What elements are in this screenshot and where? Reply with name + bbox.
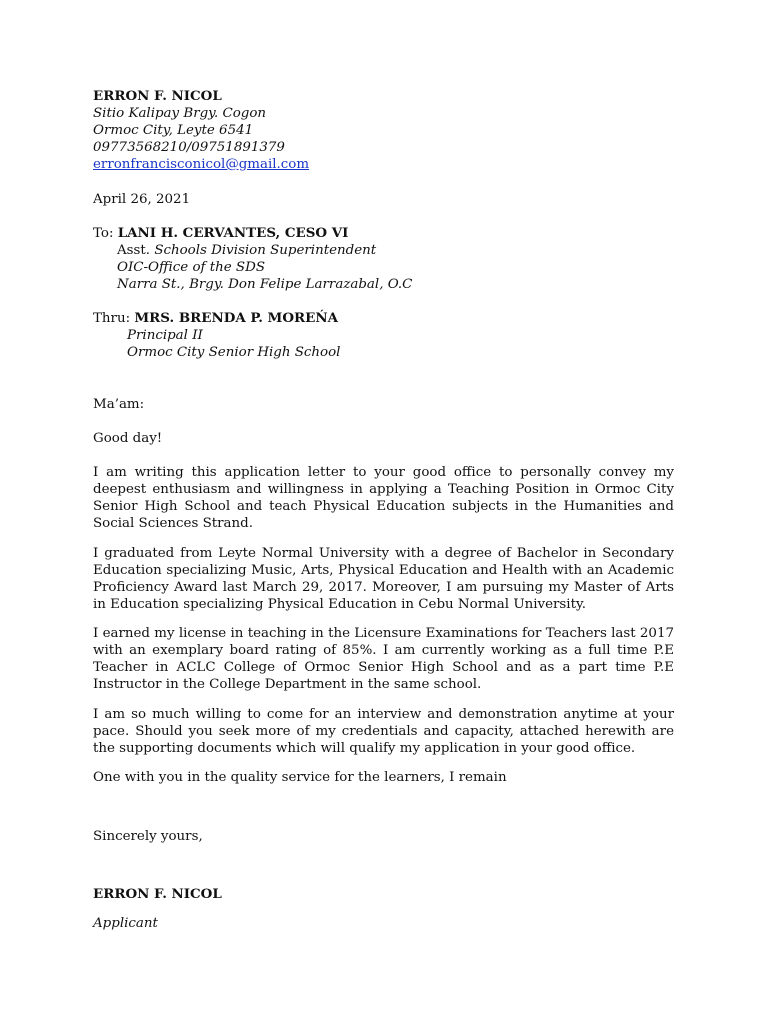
body-paragraph-4: I am so much willing to come for an interview and demonstration anytime at your pace. Should you seek more of my credentials and capacity, attached herewith are the supporting documents which will qualify my application in your good office. [93, 707, 674, 756]
recipient-name: LANI H. CERVANTES, CESO VI [117, 225, 349, 241]
greeting: Good day! [93, 431, 163, 446]
closing: Sincerely yours, [93, 829, 203, 844]
thru-school: Ormoc City Senior High School [127, 345, 341, 360]
recipient-block [93, 225, 674, 293]
sender-address-line1: Sitio Kalipay Brgy. Cogon [93, 106, 267, 121]
sender-address-line2: Ormoc City, Leyte 6541 [93, 123, 254, 138]
recipient-line [93, 225, 674, 242]
signature-role: Applicant [93, 916, 158, 931]
body-paragraph-1: I am writing this application letter to your good office to personally convey my deepest enthusiasm and willingness in applying a Teaching Position in Ormoc City Senior High School and teach Physical Education subjects in the Humanities and Social Sciences Strand. [93, 465, 674, 531]
salutation: Ma’am: [93, 397, 145, 412]
sender-block [93, 88, 674, 173]
body-paragraph-3: I earned my license in teaching in the Licensure Examinations for Teachers last 2017 with an exemplary board rating of 85%. I am currently working as a full time P.E Teacher in ACLC College of Ormoc Senior High School and as a part time P.E Instructor in the College Department in the same school. [93, 626, 674, 692]
recipient-office: OIC-Office of the SDS [117, 260, 266, 275]
recipient-prefix: To: [93, 226, 118, 241]
sender-phone: 09773568210/09751891379 [93, 140, 285, 155]
sender-email-link[interactable]: erronfrancisconicol@gmail.com [93, 157, 310, 172]
signature-name: ERRON F. NICOL [93, 886, 222, 902]
thru-title: Principal II [127, 328, 203, 343]
recipient-title-line [93, 242, 674, 259]
letter-date: April 26, 2021 [93, 192, 191, 207]
recipient-title-prefix: Asst. [117, 243, 155, 258]
recipient-address: Narra St., Brgy. Don Felipe Larrazabal, O.C [117, 277, 413, 292]
thru-block [93, 310, 674, 361]
thru-name: MRS. BRENDA P. MOREŃA [134, 310, 339, 326]
sender-name: ERRON F. NICOL [93, 88, 222, 104]
thru-prefix: Thru: [93, 311, 135, 326]
body-paragraph-2: I graduated from Leyte Normal University with a degree of Bachelor in Secondary Education specializing Music, Arts, Physical Education and Health with an Academic Proficiency Award last March 29, 2017. Moreover, I am pursuing my Master of Arts in Education specializing Physical Education in Cebu Normal University. [93, 546, 674, 612]
closing-line: One with you in the quality service for the learners, I remain [93, 770, 507, 785]
recipient-title: Schools Division Superintendent [154, 243, 377, 258]
thru-line [93, 310, 674, 327]
